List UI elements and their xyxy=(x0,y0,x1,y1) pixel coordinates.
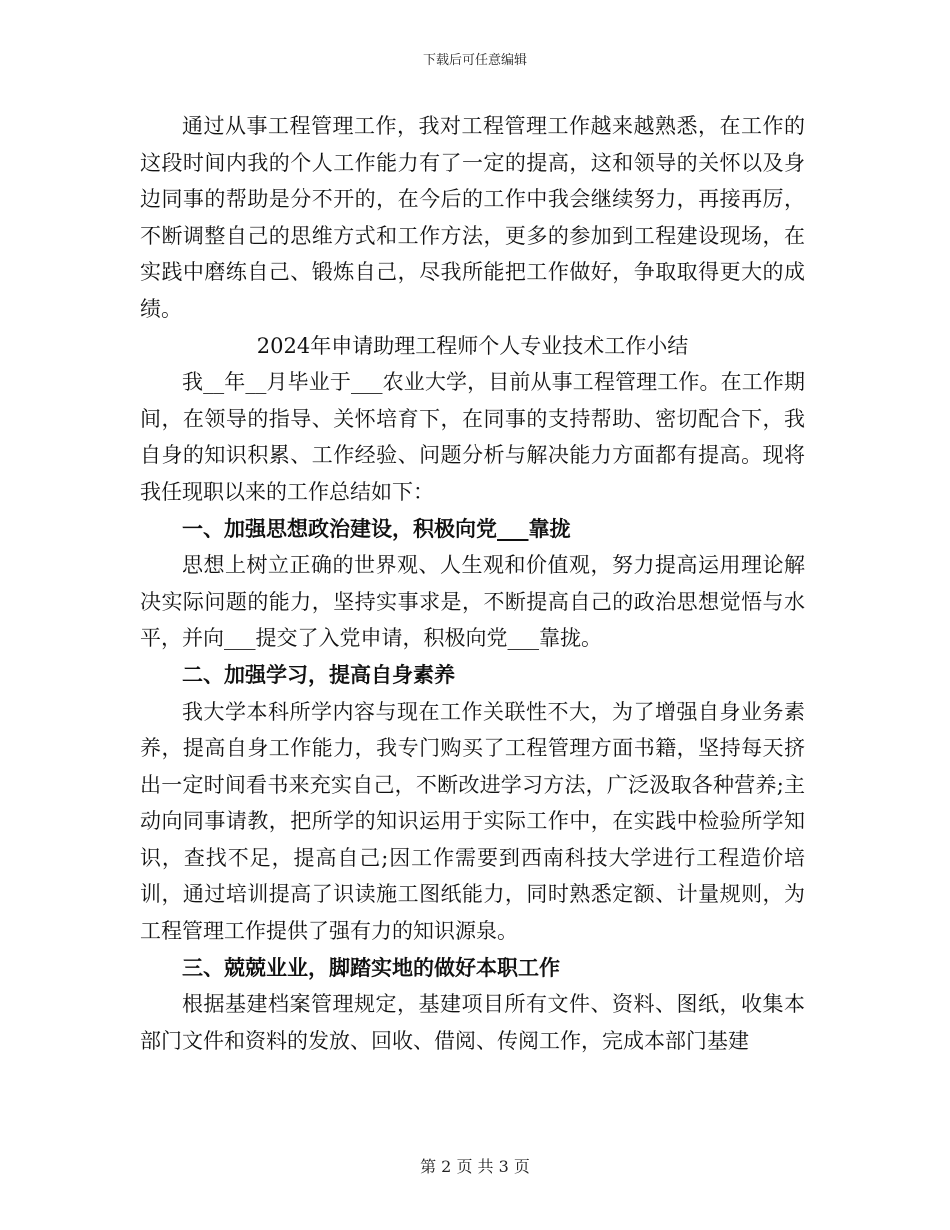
paragraph-study: 我大学本科所学内容与现在工作关联性不大，为了增强自身业务素养，提高自身工作能力，我专门购买了工程管理方面书籍，坚持每天挤出一定时间看书来充实自己，不断改进学习方法，广泛汲取各种营养;主动向同事请教，把所学的知识运用于实际工作中，在实践中检验所学知识，查找不足，提高自己;因工作需要到西南科技大学进行工程造价培训，通过培训提高了识读施工图纸能力，同时熟悉定额、计量规则，为工程管理工作提供了强有力的知识源泉。 xyxy=(140,699,805,944)
page-header: 下载后可任意编辑 xyxy=(422,53,527,68)
document-title: 2024年申请助理工程师个人专业技术工作小结 xyxy=(256,333,689,358)
page-number-footer: 第 2 页 共 3 页 xyxy=(420,1157,530,1176)
section-heading-study: 二、加强学习，提高自身素养 xyxy=(182,661,455,687)
section-heading-political: 一、加强思想政治建设，积极向党___靠拢 xyxy=(182,515,571,541)
paragraph-political: 思想上树立正确的世界观、人生观和价值观，努力提高运用理论解决实际问题的能力，坚持实事求是，不断提高自己的政治思想觉悟与水平，并向___提交了入党申请，积极向党___靠拢。 xyxy=(140,553,805,651)
paragraph-intro: 我__年__月毕业于___农业大学，目前从事工程管理工作。在工作期间，在领导的指导、关怀培育下，在同事的支持帮助、密切配合下，我自身的知识积累、工作经验、问题分析与解决能力方面都有提高。现将我任现职以来的工作总结如下： xyxy=(140,370,805,504)
paragraph-conclusion: 通过从事工程管理工作，我对工程管理工作越来越熟悉，在工作的这段时间内我的个人工作能力有了一定的提高，这和领导的关怀以及身边同事的帮助是分不开的，在今后的工作中我会继续努力，再接再厉，不断调整自己的思维方式和工作方法，更多的参加到工程建设现场，在实践中磨练自己、锻炼自己，尽我所能把工作做好，争取取得更大的成绩。 xyxy=(140,114,805,321)
section-heading-duty: 三、兢兢业业，脚踏实地的做好本职工作 xyxy=(182,954,560,980)
document-body xyxy=(140,108,805,1059)
paragraph-duty: 根据基建档案管理规定，基建项目所有文件、资料、图纸，收集本部门文件和资料的发放、回收、借阅、传阅工作，完成本部门基建 xyxy=(140,992,805,1053)
